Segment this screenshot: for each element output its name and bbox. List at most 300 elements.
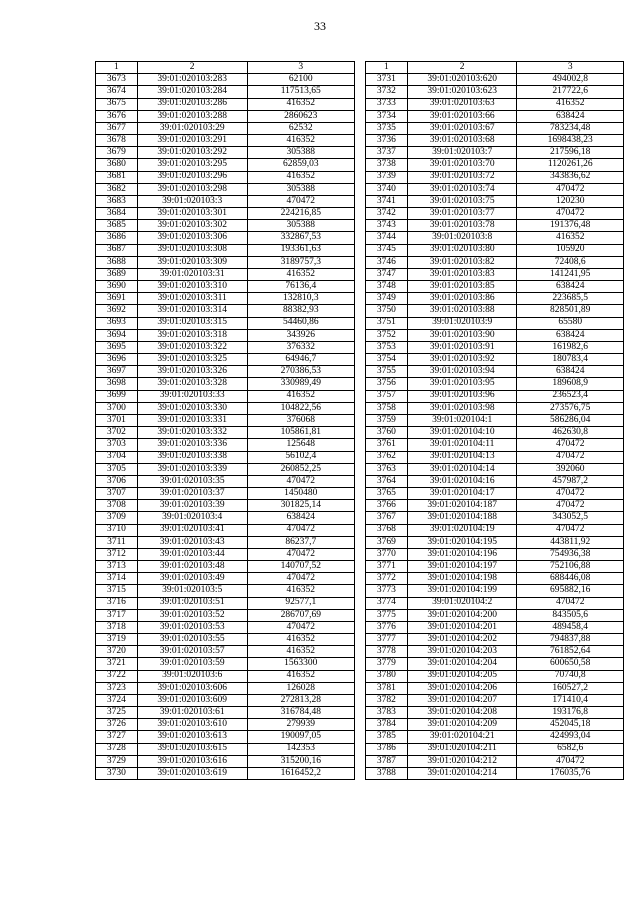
value-cell: 217722,6 [517,86,624,98]
row-number-cell: 3724 [96,694,138,706]
cadastral-number-cell: 39:01:020104:188 [407,512,517,524]
value-cell: 65580 [517,317,624,329]
table-row [366,451,624,463]
row-number-cell: 3698 [96,378,138,390]
value-cell: 104822,56 [247,402,355,414]
cadastral-number-cell: 39:01:020103:96 [407,390,517,402]
value-cell: 794837,88 [517,634,624,646]
cadastral-number-cell: 39:01:020103:286 [137,98,247,110]
table-row [96,767,355,779]
cadastral-number-cell: 39:01:020104:13 [407,451,517,463]
row-number-cell: 3787 [366,755,408,767]
value-cell: 64946,7 [247,354,355,366]
row-number-cell: 3776 [366,621,408,633]
row-number-cell: 3715 [96,585,138,597]
table-row [96,195,355,207]
cadastral-number-cell: 39:01:020104:203 [407,646,517,658]
table-row [96,500,355,512]
cadastral-number-cell: 39:01:020103:308 [137,244,247,256]
row-number-cell: 3682 [96,183,138,195]
table-header-row [96,62,355,74]
table-row [366,378,624,390]
row-number-cell: 3747 [366,268,408,280]
cadastral-number-cell: 39:01:020103:292 [137,147,247,159]
table-row [366,755,624,767]
table-row [366,220,624,232]
table-row [96,427,355,439]
value-cell: 470472 [517,524,624,536]
row-number-cell: 3749 [366,293,408,305]
cadastral-number-cell: 39:01:020103:94 [407,366,517,378]
value-cell: 305388 [247,147,355,159]
table-header-row [366,62,624,74]
table-row [96,694,355,706]
value-cell: 117513,65 [247,86,355,98]
table-row [366,500,624,512]
row-number-cell: 3745 [366,244,408,256]
table-row [96,256,355,268]
cadastral-number-cell: 39:01:020104:199 [407,585,517,597]
value-cell: 416352 [247,171,355,183]
value-cell: 470472 [517,439,624,451]
row-number-cell: 3710 [96,524,138,536]
table-row [366,122,624,134]
cadastral-number-cell: 39:01:020103:620 [407,74,517,86]
table-row [96,463,355,475]
table-row [366,159,624,171]
table-row [96,159,355,171]
row-number-cell: 3722 [96,670,138,682]
table-row [366,305,624,317]
table-row [96,743,355,755]
header-col-2: 2 [407,62,517,74]
table-row [366,743,624,755]
value-cell: 416352 [247,390,355,402]
cadastral-number-cell: 39:01:020104:1 [407,414,517,426]
row-number-cell: 3693 [96,317,138,329]
cadastral-number-cell: 39:01:020103:82 [407,256,517,268]
row-number-cell: 3759 [366,414,408,426]
cadastral-number-cell: 39:01:020104:11 [407,439,517,451]
cadastral-number-cell: 39:01:020103:29 [137,122,247,134]
table-row [366,195,624,207]
row-number-cell: 3729 [96,755,138,767]
table-row [366,719,624,731]
row-number-cell: 3728 [96,743,138,755]
value-cell: 120230 [517,195,624,207]
cadastral-number-cell: 39:01:020103:302 [137,220,247,232]
row-number-cell: 3743 [366,220,408,232]
row-number-cell: 3719 [96,634,138,646]
row-number-cell: 3769 [366,536,408,548]
value-cell: 638424 [247,512,355,524]
value-cell: 416352 [247,585,355,597]
cadastral-number-cell: 39:01:020103:332 [137,427,247,439]
cadastral-number-cell: 39:01:020104:187 [407,500,517,512]
row-number-cell: 3770 [366,548,408,560]
row-number-cell: 3737 [366,147,408,159]
table-row [96,329,355,341]
cadastral-number-cell: 39:01:020103:322 [137,341,247,353]
value-cell: 470472 [517,208,624,220]
table-row [96,488,355,500]
row-number-cell: 3725 [96,707,138,719]
table-row [96,585,355,597]
row-number-cell: 3684 [96,208,138,220]
value-cell: 140707,52 [247,561,355,573]
cadastral-number-cell: 39:01:020103:5 [137,585,247,597]
value-cell: 638424 [517,281,624,293]
table-row [96,524,355,536]
row-number-cell: 3740 [366,183,408,195]
row-number-cell: 3730 [96,767,138,779]
row-number-cell: 3777 [366,634,408,646]
table-row [366,609,624,621]
row-number-cell: 3784 [366,719,408,731]
table-row [366,707,624,719]
table-row [96,414,355,426]
cadastral-number-cell: 39:01:020103:80 [407,244,517,256]
value-cell: 301825,14 [247,500,355,512]
value-cell: 125648 [247,439,355,451]
cadastral-number-cell: 39:01:020103:3 [137,195,247,207]
table-row [366,74,624,86]
cadastral-number-cell: 39:01:020103:301 [137,208,247,220]
value-cell: 470472 [247,524,355,536]
row-number-cell: 3756 [366,378,408,390]
table-row [366,366,624,378]
row-number-cell: 3734 [366,110,408,122]
cadastral-number-cell: 39:01:020103:616 [137,755,247,767]
table-row [366,98,624,110]
row-number-cell: 3736 [366,135,408,147]
value-cell: 489458,4 [517,621,624,633]
cadastral-number-cell: 39:01:020103:49 [137,573,247,585]
row-number-cell: 3691 [96,293,138,305]
cadastral-number-cell: 39:01:020103:318 [137,329,247,341]
value-cell: 70740,8 [517,670,624,682]
table-row [366,621,624,633]
cadastral-number-cell: 39:01:020104:204 [407,658,517,670]
table-row [96,646,355,658]
cadastral-number-cell: 39:01:020104:202 [407,634,517,646]
table-row [96,439,355,451]
table-row [96,281,355,293]
table-row [366,731,624,743]
cadastral-number-cell: 39:01:020103:8 [407,232,517,244]
table-row [366,536,624,548]
cadastral-number-cell: 39:01:020103:35 [137,475,247,487]
cadastral-number-cell: 39:01:020103:39 [137,500,247,512]
table-row [96,232,355,244]
cadastral-number-cell: 39:01:020103:306 [137,232,247,244]
table-row [366,244,624,256]
row-number-cell: 3752 [366,329,408,341]
table-row [366,341,624,353]
value-cell: 470472 [247,548,355,560]
table-row [96,390,355,402]
table-row [366,390,624,402]
value-cell: 105861,81 [247,427,355,439]
row-number-cell: 3771 [366,561,408,573]
row-number-cell: 3683 [96,195,138,207]
value-cell: 332867,53 [247,232,355,244]
row-number-cell: 3735 [366,122,408,134]
value-cell: 638424 [517,366,624,378]
table-row [96,731,355,743]
row-number-cell: 3733 [366,98,408,110]
cadastral-number-cell: 39:01:020103:325 [137,354,247,366]
row-number-cell: 3678 [96,135,138,147]
table-row [366,682,624,694]
table-row [96,670,355,682]
table-row [96,621,355,633]
value-cell: 470472 [247,621,355,633]
row-number-cell: 3708 [96,500,138,512]
row-number-cell: 3699 [96,390,138,402]
cadastral-number-cell: 39:01:020103:53 [137,621,247,633]
value-cell: 56102,4 [247,451,355,463]
row-number-cell: 3707 [96,488,138,500]
table-row [96,341,355,353]
value-cell: 392060 [517,463,624,475]
value-cell: 191376,48 [517,220,624,232]
value-cell: 638424 [517,329,624,341]
table-row [366,670,624,682]
row-number-cell: 3709 [96,512,138,524]
cadastral-number-cell: 39:01:020104:19 [407,524,517,536]
value-cell: 1698438,23 [517,135,624,147]
table-row [366,86,624,98]
table-row [366,110,624,122]
cadastral-number-cell: 39:01:020104:207 [407,694,517,706]
row-number-cell: 3676 [96,110,138,122]
row-number-cell: 3753 [366,341,408,353]
header-col-3: 3 [247,62,355,74]
cadastral-number-cell: 39:01:020103:59 [137,658,247,670]
table-row [366,293,624,305]
value-cell: 2860623 [247,110,355,122]
value-cell: 828501,89 [517,305,624,317]
value-cell: 783234,48 [517,122,624,134]
cadastral-number-cell: 39:01:020103:70 [407,159,517,171]
value-cell: 470472 [517,488,624,500]
value-cell: 176035,76 [517,767,624,779]
cadastral-number-cell: 39:01:020103:85 [407,281,517,293]
row-number-cell: 3781 [366,682,408,694]
row-number-cell: 3718 [96,621,138,633]
cadastral-number-cell: 39:01:020103:609 [137,694,247,706]
cadastral-number-cell: 39:01:020104:21 [407,731,517,743]
cadastral-number-cell: 39:01:020103:51 [137,597,247,609]
cadastral-number-cell: 39:01:020104:195 [407,536,517,548]
cadastral-number-cell: 39:01:020104:206 [407,682,517,694]
table-row [366,488,624,500]
value-cell: 1450480 [247,488,355,500]
cadastral-number-cell: 39:01:020103:72 [407,171,517,183]
cadastral-number-cell: 39:01:020103:41 [137,524,247,536]
value-cell: 62532 [247,122,355,134]
row-number-cell: 3673 [96,74,138,86]
value-cell: 343052,5 [517,512,624,524]
table-row [96,135,355,147]
value-cell: 315200,16 [247,755,355,767]
header-col-2: 2 [137,62,247,74]
value-cell: 470472 [247,573,355,585]
table-row [366,354,624,366]
value-cell: 236523,4 [517,390,624,402]
value-cell: 416352 [247,268,355,280]
cadastral-number-cell: 39:01:020103:52 [137,609,247,621]
value-cell: 470472 [517,500,624,512]
table-row [366,268,624,280]
row-number-cell: 3721 [96,658,138,670]
row-number-cell: 3762 [366,451,408,463]
row-number-cell: 3738 [366,159,408,171]
table-row [96,305,355,317]
cadastral-number-cell: 39:01:020103:98 [407,402,517,414]
row-number-cell: 3690 [96,281,138,293]
table-row [96,573,355,585]
value-cell: 1616452,2 [247,767,355,779]
table-row [96,609,355,621]
cadastral-number-cell: 39:01:020104:16 [407,475,517,487]
cadastral-number-cell: 39:01:020104:211 [407,743,517,755]
value-cell: 132810,3 [247,293,355,305]
value-cell: 416352 [517,98,624,110]
row-number-cell: 3772 [366,573,408,585]
row-number-cell: 3688 [96,256,138,268]
row-number-cell: 3780 [366,670,408,682]
value-cell: 586286,04 [517,414,624,426]
value-cell: 193176,8 [517,707,624,719]
cadastral-number-cell: 39:01:020104:214 [407,767,517,779]
cadastral-number-cell: 39:01:020104:2 [407,597,517,609]
value-cell: 1120261,26 [517,159,624,171]
row-number-cell: 3674 [96,86,138,98]
value-cell: 88382,93 [247,305,355,317]
value-cell: 86237,7 [247,536,355,548]
table-row [96,317,355,329]
row-number-cell: 3766 [366,500,408,512]
value-cell: 161982,6 [517,341,624,353]
row-number-cell: 3723 [96,682,138,694]
cadastral-number-cell: 39:01:020103:606 [137,682,247,694]
cadastral-number-cell: 39:01:020103:338 [137,451,247,463]
row-number-cell: 3704 [96,451,138,463]
cadastral-number-cell: 39:01:020103:91 [407,341,517,353]
row-number-cell: 3716 [96,597,138,609]
cadastral-number-cell: 39:01:020103:55 [137,634,247,646]
cadastral-number-cell: 39:01:020103:78 [407,220,517,232]
table-row [366,232,624,244]
value-cell: 754936,38 [517,548,624,560]
value-cell: 457987,2 [517,475,624,487]
value-cell: 424993,04 [517,731,624,743]
table-row [366,147,624,159]
value-cell: 190097,05 [247,731,355,743]
value-cell: 260852,25 [247,463,355,475]
value-cell: 1563300 [247,658,355,670]
cadastral-number-cell: 39:01:020103:9 [407,317,517,329]
row-number-cell: 3764 [366,475,408,487]
table-row [96,98,355,110]
row-number-cell: 3763 [366,463,408,475]
row-number-cell: 3712 [96,548,138,560]
table-row [366,475,624,487]
table-row [96,354,355,366]
table-row [96,707,355,719]
row-number-cell: 3732 [366,86,408,98]
cadastral-number-cell: 39:01:020104:205 [407,670,517,682]
table-row [366,183,624,195]
row-number-cell: 3750 [366,305,408,317]
value-cell: 279939 [247,719,355,731]
row-number-cell: 3720 [96,646,138,658]
cadastral-number-cell: 39:01:020104:14 [407,463,517,475]
table-row [366,208,624,220]
table-row [96,755,355,767]
value-cell: 142353 [247,743,355,755]
cadastral-number-cell: 39:01:020103:331 [137,414,247,426]
value-cell: 761852,64 [517,646,624,658]
row-number-cell: 3760 [366,427,408,439]
table-row [96,402,355,414]
table-row [366,427,624,439]
table-row [366,463,624,475]
value-cell: 416352 [247,646,355,658]
cadastral-number-cell: 39:01:020103:296 [137,171,247,183]
value-cell: 376332 [247,341,355,353]
value-cell: 217596,18 [517,147,624,159]
cadastral-number-cell: 39:01:020103:95 [407,378,517,390]
value-cell: 171410,4 [517,694,624,706]
cadastral-number-cell: 39:01:020103:283 [137,74,247,86]
cadastral-number-cell: 39:01:020104:208 [407,707,517,719]
cadastral-number-cell: 39:01:020103:284 [137,86,247,98]
row-number-cell: 3754 [366,354,408,366]
value-cell: 416352 [517,232,624,244]
value-cell: 343926 [247,329,355,341]
value-cell: 470472 [247,475,355,487]
row-number-cell: 3761 [366,439,408,451]
value-cell: 470472 [517,183,624,195]
row-number-cell: 3786 [366,743,408,755]
value-cell: 452045,18 [517,719,624,731]
row-number-cell: 3700 [96,402,138,414]
row-number-cell: 3768 [366,524,408,536]
row-number-cell: 3686 [96,232,138,244]
cadastral-number-cell: 39:01:020103:623 [407,86,517,98]
value-cell: 470472 [517,451,624,463]
cadastral-number-cell: 39:01:020104:200 [407,609,517,621]
cadastral-number-cell: 39:01:020104:17 [407,488,517,500]
cadastral-number-cell: 39:01:020103:31 [137,268,247,280]
cadastral-number-cell: 39:01:020103:298 [137,183,247,195]
row-number-cell: 3696 [96,354,138,366]
row-number-cell: 3701 [96,414,138,426]
cadastral-number-cell: 39:01:020103:63 [407,98,517,110]
value-cell: 160527,2 [517,682,624,694]
cadastral-number-cell: 39:01:020103:330 [137,402,247,414]
cadastral-number-cell: 39:01:020103:75 [407,195,517,207]
value-cell: 62859,03 [247,159,355,171]
header-col-1: 1 [96,62,138,74]
row-number-cell: 3767 [366,512,408,524]
row-number-cell: 3703 [96,439,138,451]
row-number-cell: 3741 [366,195,408,207]
value-cell: 443811,92 [517,536,624,548]
